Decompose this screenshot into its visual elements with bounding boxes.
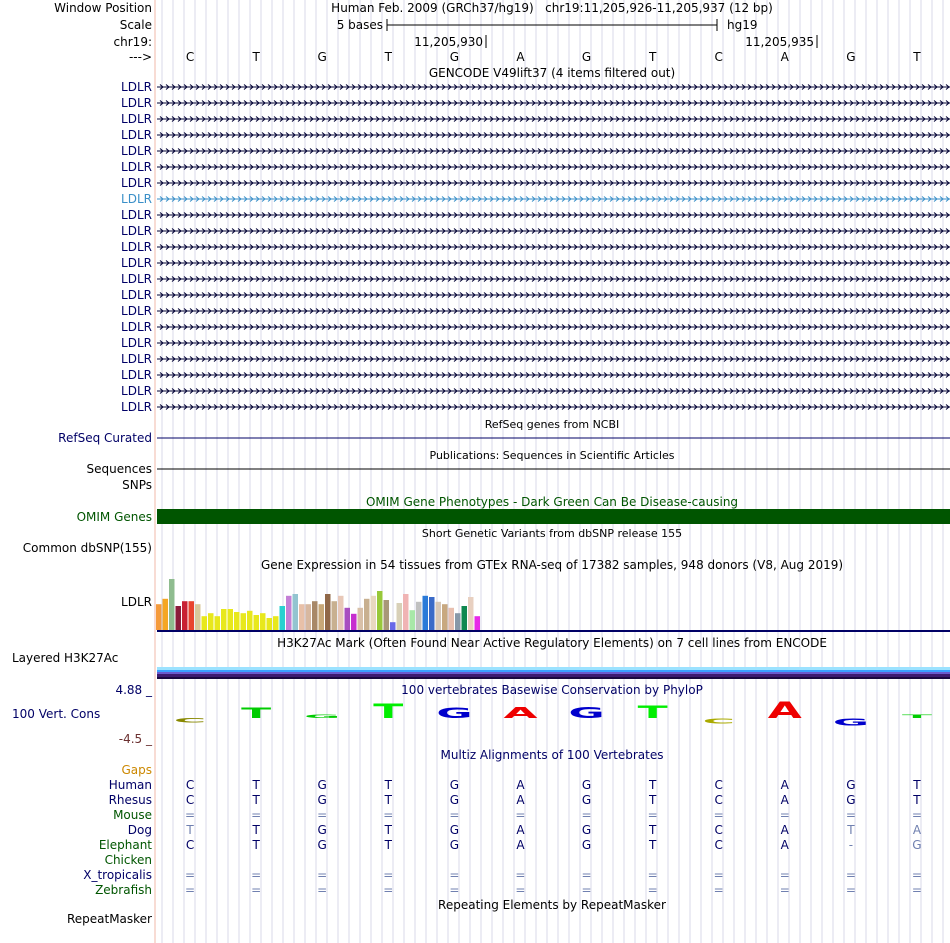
multiz-species-label[interactable]: Rhesus [108,793,152,807]
multiz-base: = [383,808,394,822]
repeatmasker-track-label[interactable]: RepeatMasker [66,912,152,926]
multiz-base: G [449,778,460,792]
gtex-tissue-bar[interactable] [436,602,442,630]
multiz-base: G [846,793,856,807]
multiz-base: A [780,838,789,852]
multiz-gaps-label: Gaps [121,763,152,777]
multiz-species-row[interactable] [95,883,922,897]
conservation-logo-letter: C [173,717,207,725]
gencode-transcript-label[interactable]: LDLR [121,384,152,398]
multiz-base: C [185,838,195,852]
reference-base: T [384,50,392,64]
multiz-base: T [648,778,657,792]
gencode-transcript-label[interactable]: LDLR [121,336,152,350]
reference-base: T [252,50,260,64]
multiz-base: G [581,838,592,852]
multiz-species-row[interactable] [99,838,922,852]
multiz-base: T [252,823,260,837]
multiz-base: G [317,793,327,807]
multiz-species-label[interactable]: Elephant [98,838,152,852]
multiz-base: = [911,868,922,882]
multiz-base: C [714,838,723,852]
multiz-base: A [516,823,525,837]
multiz-base: C [185,778,195,792]
gtex-tissue-bar[interactable] [228,609,234,630]
gtex-tissue-bar[interactable] [390,622,396,630]
conservation-logo-letter: T [241,705,272,722]
multiz-base: T [913,778,921,792]
multiz-base: C [714,793,723,807]
multiz-base: G [317,778,327,792]
multiz-base: = [251,883,262,897]
conservation-logo-letter: T [901,714,933,720]
multiz-base: = [449,883,460,897]
gtex-tissue-bar[interactable] [182,601,188,630]
dbsnp-track-label[interactable]: Common dbSNP(155) [22,541,152,555]
multiz-species-label[interactable]: X_tropicalis [83,868,152,882]
gtex-tissue-bar[interactable] [384,600,390,630]
multiz-base: = [515,883,526,897]
gencode-transcript-label[interactable]: LDLR [121,240,152,254]
multiz-base: = [383,883,394,897]
snps-track-label[interactable]: SNPs [122,478,152,492]
multiz-base: G [846,778,856,792]
gtex-tissue-bar[interactable] [189,601,195,630]
gtex-tissue-bar[interactable] [429,597,435,630]
gtex-tissue-bar[interactable] [208,613,214,630]
gencode-transcript-label[interactable]: LDLR [121,224,152,238]
multiz-track-title[interactable]: Multiz Alignments of 100 Vertebrates [440,748,664,762]
gtex-tissue-bar[interactable] [351,614,357,630]
gencode-transcript-label[interactable]: LDLR [121,208,152,222]
multiz-base: = [185,868,196,882]
scale-bar-label: 5 bases [336,18,383,32]
conservation-logo-letter: T [373,700,404,724]
gtex-tissue-bar[interactable] [332,601,338,630]
reference-base: T [913,50,921,64]
reference-base: C [714,50,723,64]
window-position-label: Window Position [54,1,152,15]
multiz-base: C [714,778,723,792]
multiz-base: A [516,778,525,792]
multiz-base: G [581,823,592,837]
multiz-base: = [515,808,526,822]
publications-track-title[interactable]: Publications: Sequences in Scientific Articles [429,449,675,462]
gtex-tissue-bar[interactable] [449,608,455,630]
gtex-tissue-bar[interactable] [293,594,299,630]
gtex-tissue-bar[interactable] [358,608,364,630]
multiz-base: = [647,883,658,897]
multiz-base: G [449,823,460,837]
gtex-tissue-bar[interactable] [423,596,429,630]
multiz-base: A [780,823,789,837]
multiz-base: = [581,868,592,882]
gtex-track-title[interactable]: Gene Expression in 54 tissues from GTEx RNA-seq of 17382 samples, 948 donors (V8, Aug 2019) [260,558,844,572]
gtex-tissue-bar[interactable] [442,604,448,630]
conservation-logo-letter: A [503,704,538,722]
gtex-tissue-bar[interactable] [156,604,162,630]
multiz-species-row[interactable] [109,778,922,792]
gtex-tissue-bar[interactable] [234,612,240,630]
scale-assembly-label: hg19 [727,18,758,32]
multiz-base: = [845,868,856,882]
gtex-tissue-bar[interactable] [319,604,325,630]
gencode-transcript-label[interactable]: LDLR [121,176,152,190]
gtex-tissue-bar[interactable] [462,606,468,630]
multiz-species-row[interactable] [109,793,922,807]
multiz-base: = [713,808,724,822]
gencode-transcript-label[interactable]: LDLR [121,128,152,142]
gtex-tissue-bar[interactable] [221,609,227,630]
multiz-base: = [449,808,460,822]
multiz-base: = [383,868,394,882]
gtex-tissue-bar[interactable] [468,597,474,630]
gencode-transcript-label[interactable]: LDLR [121,320,152,334]
repeatmasker-track-title[interactable]: Repeating Elements by RepeatMasker [438,898,666,912]
multiz-base: A [516,838,525,852]
multiz-base: = [779,883,790,897]
strand-direction-label: ---> [128,50,152,64]
multiz-base: = [647,808,658,822]
coordinate-tick-2: 11,205,935 [745,35,814,49]
gencode-transcript-label[interactable]: LDLR [121,192,152,206]
gtex-tissue-bar[interactable] [371,596,377,630]
multiz-base: = [251,868,262,882]
h3k27ac-track-title[interactable]: H3K27Ac Mark (Often Found Near Active Regulatory Elements) on 7 cell lines from ENCODE [277,636,827,650]
gencode-transcript-label[interactable]: LDLR [121,144,152,158]
chromosome-label: chr19: [113,35,152,49]
base-grid-lines [162,0,943,943]
multiz-base: T [384,778,392,792]
multiz-base: = [185,883,196,897]
multiz-base: = [911,808,922,822]
multiz-base: T [186,823,194,837]
gtex-tissue-bar[interactable] [397,603,403,630]
multiz-species-label[interactable]: Dog [127,823,152,837]
multiz-base: = [779,808,790,822]
multiz-base: G [317,823,327,837]
gtex-tissue-bar[interactable] [254,615,260,630]
gtex-tissue-bar[interactable] [410,610,416,630]
reference-base: A [780,50,789,64]
gtex-tissue-bar[interactable] [260,613,266,630]
gtex-tissue-bar[interactable] [364,599,370,630]
multiz-base: = [845,883,856,897]
multiz-base: = [713,883,724,897]
multiz-species-label[interactable]: Human [108,778,152,792]
gtex-tissue-bar[interactable] [286,596,292,630]
gtex-tissue-bar[interactable] [325,594,331,630]
conservation-sequence-logo[interactable] [174,698,933,728]
gtex-track-label[interactable]: LDLR [121,595,152,609]
multiz-base: = [911,883,922,897]
conservation-logo-letter: G [436,705,473,722]
reference-base: T [648,50,657,64]
gtex-tissue-bar[interactable] [169,579,175,630]
coordinate-tick-1: 11,205,930 [414,35,483,49]
multiz-base: = [449,868,460,882]
gtex-tissue-bar[interactable] [195,604,201,630]
omim-gene-bar[interactable] [157,509,950,524]
reference-base: G [581,50,592,64]
multiz-base: = [581,883,592,897]
multiz-base: A [516,793,525,807]
multiz-base: T [847,823,855,837]
multiz-base: = [581,808,592,822]
gtex-tissue-bar[interactable] [377,591,383,630]
gtex-tissue-bar[interactable] [306,604,312,630]
multiz-base: A [780,793,789,807]
conservation-logo-letter: T [637,702,668,723]
gencode-transcript-label[interactable]: LDLR [121,256,152,270]
gtex-tissue-bar[interactable] [247,611,253,630]
window-position-value: Human Feb. 2009 (GRCh37/hg19) chr19:11,205,926-11,205,937 (12 bp) [331,1,773,15]
multiz-species-row[interactable] [113,808,922,822]
conservation-logo-letter: G [832,716,869,729]
multiz-base: T [648,823,657,837]
gencode-transcript-label[interactable]: LDLR [121,352,152,366]
gtex-tissue-bar[interactable] [176,606,182,630]
multiz-base: A [912,823,922,837]
multiz-base: = [317,808,328,822]
multiz-base: = [779,868,790,882]
h3k27ac-layered-signal[interactable] [157,667,950,679]
multiz-species-row[interactable] [105,853,152,867]
gtex-tissue-bar[interactable] [163,599,169,630]
multiz-base: T [252,793,260,807]
multiz-base: = [317,868,328,882]
multiz-base: G [581,778,592,792]
reference-base: G [449,50,460,64]
multiz-base: = [515,868,526,882]
gtex-tissue-bar[interactable] [345,608,351,630]
refseq-track-label[interactable]: RefSeq Curated [58,431,152,445]
multiz-base: T [648,793,657,807]
gtex-tissue-bar[interactable] [312,601,318,630]
gencode-transcript-label[interactable]: LDLR [121,160,152,174]
reference-base: G [317,50,327,64]
conservation-track-label[interactable]: 100 Vert. Cons [12,707,101,721]
conservation-logo-letter: G [568,704,605,722]
multiz-base: G [449,793,460,807]
conservation-max-label: 4.88 _ [115,683,152,697]
multiz-base: T [252,838,260,852]
conservation-logo-letter: G [304,714,341,720]
gtex-tissue-bar[interactable] [202,616,208,630]
gencode-transcript-label[interactable]: LDLR [121,96,152,110]
multiz-base: G [449,838,460,852]
gtex-tissue-bar[interactable] [416,602,422,630]
gtex-tissue-bar[interactable] [475,616,481,630]
multiz-species-label[interactable]: Chicken [104,853,152,867]
scale-label: Scale [119,18,152,32]
multiz-base: = [317,883,328,897]
multiz-base: T [252,778,260,792]
reference-base: G [846,50,856,64]
multiz-base: G [317,838,327,852]
multiz-base: G [912,838,922,852]
gencode-transcript-label[interactable]: LDLR [121,112,152,126]
omim-track-title[interactable]: OMIM Gene Phenotypes - Dark Green Can Be Disease-causing [365,495,739,509]
gencode-transcript-label[interactable]: LDLR [121,288,152,302]
gencode-transcript-label[interactable]: LDLR [121,80,152,94]
publications-track-label[interactable]: Sequences [86,462,152,476]
gtex-expression-bars[interactable] [156,579,480,630]
gtex-tissue-bar[interactable] [403,594,409,630]
multiz-base: = [185,808,196,822]
multiz-species-label[interactable]: Mouse [113,808,152,822]
multiz-base: = [251,808,262,822]
gtex-tissue-bar[interactable] [241,613,247,630]
multiz-base: A [780,778,789,792]
h3k27ac-track-label[interactable]: Layered H3K27Ac [12,651,119,665]
gtex-tissue-bar[interactable] [267,618,273,630]
gtex-tissue-bar[interactable] [338,596,344,630]
gencode-transcript-label[interactable]: LDLR [121,368,152,382]
conservation-logo-letter: A [767,698,802,724]
multiz-base: G [581,793,592,807]
gencode-track-title[interactable]: GENCODE V49lift37 (4 items filtered out) [428,66,676,80]
multiz-species-label[interactable]: Zebrafish [95,883,152,897]
conservation-logo-letter: C [702,716,735,726]
conservation-min-label: -4.5 _ [118,732,152,746]
multiz-base: = [845,808,856,822]
multiz-base: = [713,868,724,882]
refseq-track-title[interactable]: RefSeq genes from NCBI [484,418,620,431]
multiz-base: T [913,793,921,807]
reference-base: C [185,50,195,64]
conservation-track-title[interactable]: 100 vertebrates Basewise Conservation by PhyloP [401,683,703,697]
reference-base: A [516,50,525,64]
gencode-transcript-label[interactable]: LDLR [121,272,152,286]
gtex-tissue-bar[interactable] [215,616,221,630]
multiz-base: T [648,838,657,852]
dbsnp-track-title[interactable]: Short Genetic Variants from dbSNP release 155 [421,527,683,540]
multiz-base: T [384,823,392,837]
gtex-tissue-bar[interactable] [455,613,461,630]
multiz-base: C [185,793,195,807]
gencode-transcript-label[interactable]: LDLR [121,400,152,414]
multiz-base: C [714,823,723,837]
gtex-tissue-bar[interactable] [299,604,305,630]
gtex-tissue-bar[interactable] [280,606,286,630]
omim-track-label[interactable]: OMIM Genes [76,510,152,524]
multiz-base: T [384,793,392,807]
multiz-base: - [848,838,854,852]
gencode-transcript-label[interactable]: LDLR [121,304,152,318]
multiz-base: = [647,868,658,882]
gtex-tissue-bar[interactable] [273,616,279,630]
multiz-base: T [384,838,392,852]
